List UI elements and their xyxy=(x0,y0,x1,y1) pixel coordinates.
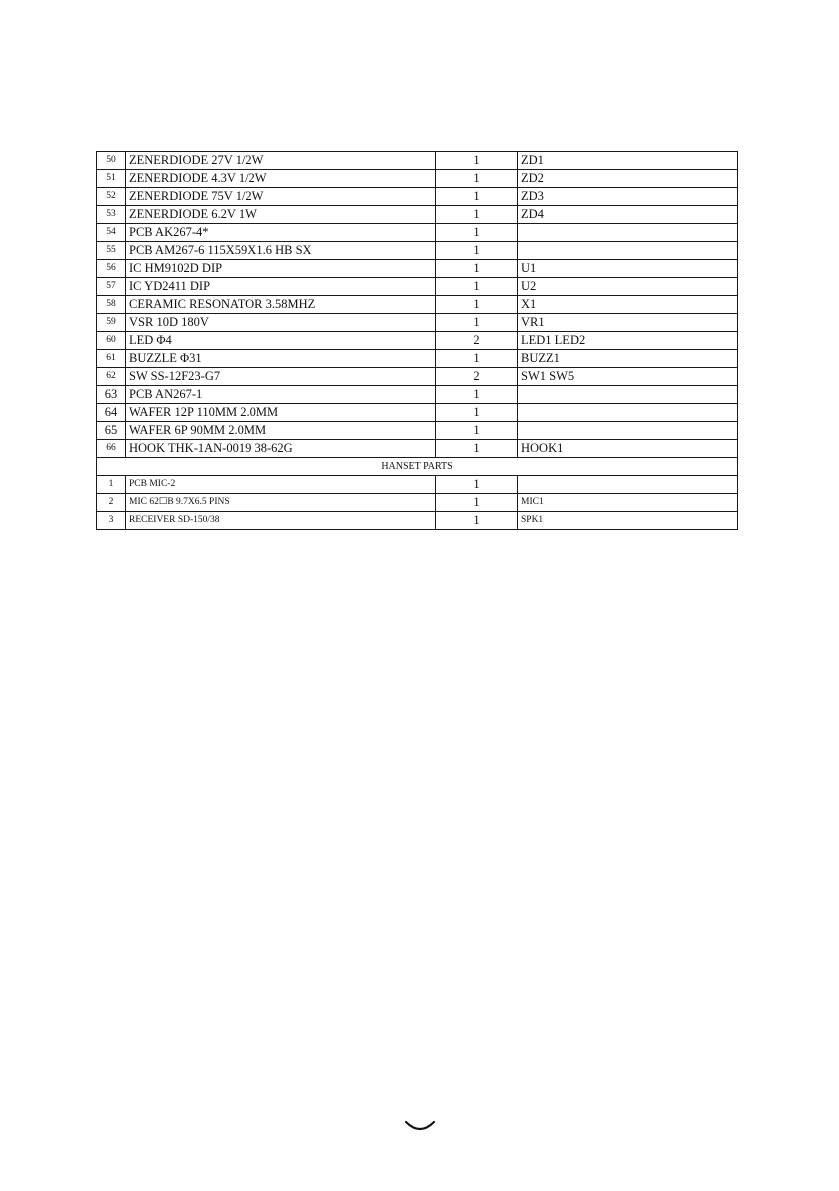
item-number: 50 xyxy=(97,152,126,170)
part-quantity: 1 xyxy=(436,260,518,278)
part-reference: SPK1 xyxy=(518,512,738,530)
part-reference: VR1 xyxy=(518,314,738,332)
part-reference xyxy=(518,242,738,260)
part-quantity: 1 xyxy=(436,422,518,440)
part-reference xyxy=(518,476,738,494)
part-description: IC YD2411 DIP xyxy=(126,278,436,296)
item-number: 59 xyxy=(97,314,126,332)
item-number: 58 xyxy=(97,296,126,314)
part-description: ZENERDIODE 27V 1/2W xyxy=(126,152,436,170)
part-quantity: 1 xyxy=(436,242,518,260)
table-row xyxy=(97,152,738,170)
part-quantity: 1 xyxy=(436,386,518,404)
item-number: 2 xyxy=(97,494,126,512)
part-quantity: 2 xyxy=(436,368,518,386)
part-description: BUZZLE Φ31 xyxy=(126,350,436,368)
part-description: WAFER 6P 90MM 2.0MM xyxy=(126,422,436,440)
table-row xyxy=(97,170,738,188)
part-quantity: 1 xyxy=(436,224,518,242)
part-quantity: 1 xyxy=(436,188,518,206)
table-row xyxy=(97,206,738,224)
table-row xyxy=(97,332,738,350)
item-number: 55 xyxy=(97,242,126,260)
part-description: RECEIVER SD-150/38 xyxy=(126,512,436,530)
item-number: 51 xyxy=(97,170,126,188)
part-description: SW SS-12F23-G7 xyxy=(126,368,436,386)
part-reference: ZD1 xyxy=(518,152,738,170)
part-quantity: 1 xyxy=(436,440,518,458)
item-number: 52 xyxy=(97,188,126,206)
part-reference: U2 xyxy=(518,278,738,296)
part-quantity: 1 xyxy=(436,206,518,224)
table-row xyxy=(97,314,738,332)
part-quantity: 1 xyxy=(436,152,518,170)
part-reference xyxy=(518,422,738,440)
item-number: 56 xyxy=(97,260,126,278)
item-number: 3 xyxy=(97,512,126,530)
part-description: VSR 10D 180V xyxy=(126,314,436,332)
part-reference: HOOK1 xyxy=(518,440,738,458)
table-row xyxy=(97,476,738,494)
part-reference xyxy=(518,224,738,242)
part-description: CERAMIC RESONATOR 3.58MHZ xyxy=(126,296,436,314)
item-number: 57 xyxy=(97,278,126,296)
part-reference: BUZZ1 xyxy=(518,350,738,368)
section-header-row xyxy=(97,458,738,476)
page-curve-mark xyxy=(404,1118,436,1134)
parts-list-table xyxy=(96,151,738,530)
part-description: LED Φ4 xyxy=(126,332,436,350)
part-reference: ZD3 xyxy=(518,188,738,206)
item-number: 63 xyxy=(97,386,126,404)
part-description: WAFER 12P 110MM 2.0MM xyxy=(126,404,436,422)
item-number: 54 xyxy=(97,224,126,242)
part-reference xyxy=(518,386,738,404)
table-row xyxy=(97,404,738,422)
table-row xyxy=(97,512,738,530)
table-row xyxy=(97,278,738,296)
part-description: PCB AK267-4* xyxy=(126,224,436,242)
part-reference: U1 xyxy=(518,260,738,278)
part-reference: SW1 SW5 xyxy=(518,368,738,386)
item-number: 65 xyxy=(97,422,126,440)
item-number: 66 xyxy=(97,440,126,458)
part-description: PCB MIC-2 xyxy=(126,476,436,494)
part-description: IC HM9102D DIP xyxy=(126,260,436,278)
item-number: 61 xyxy=(97,350,126,368)
part-quantity: 1 xyxy=(436,296,518,314)
table-row xyxy=(97,494,738,512)
part-reference: X1 xyxy=(518,296,738,314)
part-description: PCB AN267-1 xyxy=(126,386,436,404)
part-quantity: 1 xyxy=(436,476,518,494)
item-number: 53 xyxy=(97,206,126,224)
item-number: 62 xyxy=(97,368,126,386)
part-quantity: 1 xyxy=(436,314,518,332)
part-description: HOOK THK-1AN-0019 38-62G xyxy=(126,440,436,458)
part-reference: MIC1 xyxy=(518,494,738,512)
part-description: ZENERDIODE 6.2V 1W xyxy=(126,206,436,224)
part-description: PCB AM267-6 115X59X1.6 HB SX xyxy=(126,242,436,260)
item-number: 64 xyxy=(97,404,126,422)
part-quantity: 1 xyxy=(436,404,518,422)
table-row xyxy=(97,368,738,386)
table-row xyxy=(97,188,738,206)
part-description: ZENERDIODE 75V 1/2W xyxy=(126,188,436,206)
part-reference xyxy=(518,404,738,422)
table-row xyxy=(97,242,738,260)
part-description: MIC 62☐B 9.7X6.5 PINS xyxy=(126,494,436,512)
table-row xyxy=(97,260,738,278)
part-quantity: 1 xyxy=(436,350,518,368)
table-row xyxy=(97,296,738,314)
item-number: 60 xyxy=(97,332,126,350)
item-number: 1 xyxy=(97,476,126,494)
table-row xyxy=(97,224,738,242)
part-reference: ZD2 xyxy=(518,170,738,188)
table-row xyxy=(97,386,738,404)
part-description: ZENERDIODE 4.3V 1/2W xyxy=(126,170,436,188)
part-quantity: 1 xyxy=(436,512,518,530)
part-quantity: 2 xyxy=(436,332,518,350)
part-quantity: 1 xyxy=(436,278,518,296)
part-quantity: 1 xyxy=(436,170,518,188)
part-reference: LED1 LED2 xyxy=(518,332,738,350)
part-reference: ZD4 xyxy=(518,206,738,224)
section-title: HANSET PARTS xyxy=(97,458,738,476)
table-row xyxy=(97,440,738,458)
table-row xyxy=(97,422,738,440)
part-quantity: 1 xyxy=(436,494,518,512)
table-row xyxy=(97,350,738,368)
